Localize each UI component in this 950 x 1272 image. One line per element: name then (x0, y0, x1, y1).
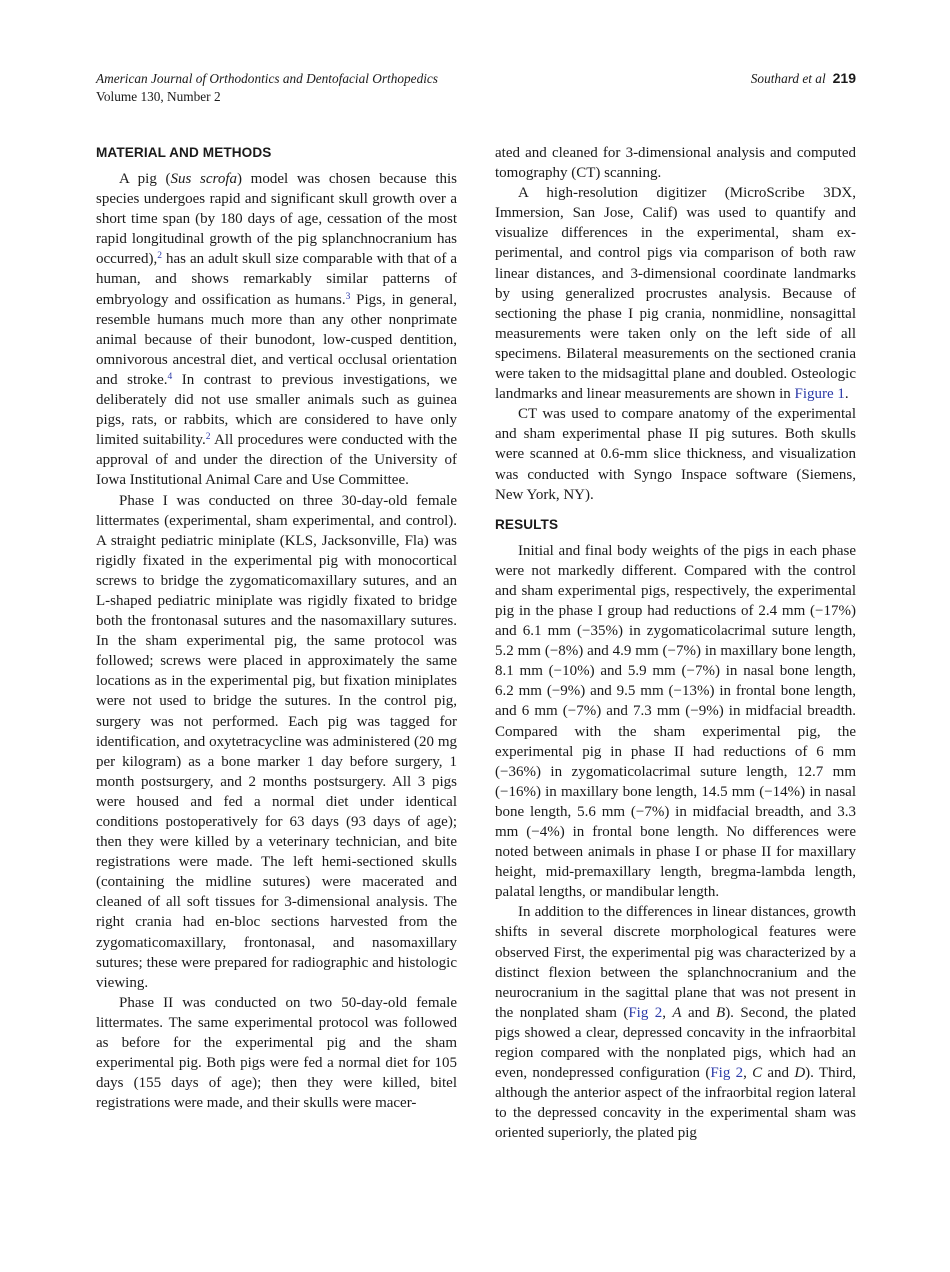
text-run: In addition to the differences in linear distances, growth shifts in several discrete morphological features were observed First, the experimental pig was characterized by a distinct flexion between the splanchnocranium and the neurocranium in the sagittal plane that was not present in the nonplated sham ( (495, 904, 856, 1021)
panel-letter: D (794, 1065, 806, 1082)
volume-number (96, 88, 438, 106)
figure-1-link[interactable]: Figure 1 (794, 386, 845, 403)
page-number: 219 (832, 70, 856, 86)
text-run: has an adult skull size comparable with that of a human, and shows remarkably similar patterns of embryology and ossification as humans. (96, 251, 457, 308)
text-run: and (762, 1065, 795, 1082)
journal-citation (96, 70, 438, 105)
panel-letter: C (752, 1065, 763, 1082)
author-page (751, 70, 856, 88)
text-run: A pig ( (119, 171, 171, 187)
paragraph-continued: ated and cleaned for 3-dimensional analysis and computed tomography (CT) scanning. (495, 145, 856, 182)
paragraph-pig-model (96, 169, 457, 491)
section-heading-results: RESULTS (495, 516, 559, 532)
paragraph-phase-two: Phase II was conducted on two 50-day-old female littermates. The same experimental protocol was followed as before for the experimental pig and the sham experimental pig. Both pigs were fed a normal diet for 105 days (155 days of age); then they were killed, bitel registrations were made, and their skulls were macer- (96, 994, 457, 1112)
paragraph-phase-one: Phase I was conducted on three 30-day-old female littermates (experimental, sham experimental, and control). A straight pediatric miniplate (KLS, Jacksonville, Fla) was rigidly fixated in the experimental pig with monocortical screws to bridge the zygomaticomaxillary sutures, and an L-shaped pediatric miniplate was rigidly fixated to bridge both the frontonasal sutures and the nasomaxillary sutures. In the sham experimental pig, the same protocol was followed; screws were placed in approximately the same locations as in the experimental pig, but fixation miniplates were not used to bridge the sutures. In the control pig, surgery was not performed. Each pig was tagged for identification, and oxytetracycline was administered (20 mg per kilogram) as a bone marker 1 day before surgery, 1 month postsurgery, and 2 months postsurgery. All 3 pigs were housed and fed a normal diet under identical conditions postoperatively for 63 days (93 days of age); then they were killed by a veterinary technician, and bite registrations were made. The left hemi-sectioned skulls (containing the midline sutures) were macerated and cleaned of all soft tissues for 3-dimensional analysis. The right crania had en-bloc sections harvested from the zygomaticomaxillary, frontonasal, and nasomaxillary sutures; these were prepared for radiographic and histologic viewing. (96, 492, 457, 991)
text-run: Pigs, in general, resemble humans much more than any other nonprimate animal because of their bunodont, low-cusped dentition, omnivorous ancestral diet, and vertical occlusal orientation and stroke. (96, 291, 457, 388)
paragraph-results-linear: Initial and final body weights of the pigs in each phase were not markedly different. Compared with the control and sham experimental pigs, respectively, the experimental pig in the phase I group had reductions of 2.4 mm (−17%) and 6.1 mm (−35%) in zygomaticolacrimal suture length, 5.2 mm (−8%) and 4.9 mm (−7%) in maxillary bone length, 8.1 mm (−10%) and 5.9 mm (−7%) in nasal bone length, 6.2 mm (−9%) and 9.5 mm (−13%) in frontal bone length, and 6 mm (−7%) and 7.3 mm (−9%) in midfacial breadth. Compared with the sham experimental pig, the experimental pig in phase II had reductions of 6 mm (−36%) in zygomaticolacrimal suture length, 12.7 mm (−16%) in maxillary bone length, 14.5 mm (−14%) in nasal bone length, 5.6 mm (−7%) in midfacial breadth, and 3.3 mm (−4%) in frontal bone length. No differences were noted between animals in phase I or phase II for maxillary height, mid-premaxillary length, bregma-lambda length, palatal lengths, or mandibular length. (495, 542, 856, 901)
species-name: Sus scrofa (170, 171, 237, 187)
journal-title: American Journal of Orthodontics and Dentofacial Orthopedics (96, 71, 438, 86)
text-run: A high-resolution digitizer (MicroScribe 3DX, Immersion, San Jose, Calif) was used to quantify and visualize differences in the experimental, sham experimental, and control pigs via comparison of both raw linear distances, and 3-dimensional coordinate landmarks by using generalized procrustes analysis. Because of sectioning the phase I pig crania, nonmidline, nonsagittal measurements were taken only on the left side of all specimens. Bilateral measurements on the sectioned crania were taken to the midsagittal plane and doubled. Osteologic landmarks and linear measurements are shown in (495, 185, 856, 403)
volume-label: Volume 130, Number 2 (96, 88, 221, 104)
paragraph-results-morphology (495, 902, 856, 1143)
citation-link[interactable]: 3 (345, 291, 351, 302)
text-run: , (743, 1065, 753, 1082)
text-run: ) model was chosen because this species undergoes rapid and significant skull growth over a short time span (by 180 days of age, cessation of the most rapid longitudinal growth of the pig splanchnocranium has occurred), (96, 171, 458, 268)
left-column (96, 143, 457, 1113)
text-run: In contrast to previous investigations, we deliberately did not use smaller animals such as guinea pigs, rats, or rabbits, which are considered to have only limited suitability. (96, 371, 457, 449)
text-run: , (662, 1004, 673, 1021)
text-run: . (844, 386, 849, 403)
paragraph-digitizer (495, 183, 856, 404)
figure-2-link[interactable]: Fig 2 (628, 1004, 663, 1021)
text-run: All procedures were conducted with the approval of and under the direction of the University of Iowa Institutional Animal Care and Use Committee. (96, 432, 457, 489)
paragraph-ct: CT was used to compare anatomy of the experimental and sham experimental phase II pig sutures. Both skulls were scanned at 0.6-mm slice thickness, and visualization was conducted with Syngo Inspace software (Siemens, New York, NY). (495, 406, 856, 503)
running-author: Southard et al (750, 71, 826, 86)
citation-link[interactable]: 2 (157, 251, 162, 262)
text-run: and (681, 1004, 717, 1021)
section-heading-methods: MATERIAL AND METHODS (96, 145, 272, 160)
text-run: ). Second, the plated pigs showed a clear, depressed concavity in the infraorbital region compared with the nonplated pigs, which had an even, nondepressed configuration ( (495, 1004, 856, 1082)
right-column (495, 143, 856, 1144)
text-run: ). Third, although the anterior aspect of the infraorbital region lateral to the depressed concavity in the experimental sham was oriented superiorly, the plated pig (495, 1065, 856, 1142)
panel-letter: B (716, 1004, 726, 1021)
citation-link[interactable]: 4 (167, 371, 173, 382)
figure-2-link[interactable]: Fig 2 (710, 1065, 744, 1082)
panel-letter: A (672, 1004, 682, 1021)
citation-link[interactable]: 2 (205, 432, 211, 443)
